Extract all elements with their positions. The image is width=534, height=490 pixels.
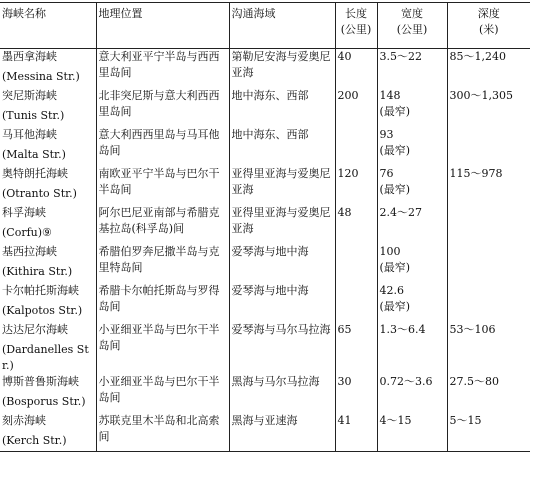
header-depth: 深度 (米) <box>447 3 530 49</box>
strait-name-en: (Messina Str.) <box>2 70 80 83</box>
strait-name-cn: 墨西拿海峡 <box>2 50 57 63</box>
location-cell: 南欧亚平宁半岛与巴尔干半岛间 <box>96 166 229 205</box>
connects-cell: 地中海东、西部 <box>229 88 335 127</box>
strait-name-en: (Kalpotos Str.) <box>2 303 83 317</box>
length-cell: 65 <box>335 322 377 374</box>
table-row <box>0 413 530 452</box>
table-body <box>0 49 530 452</box>
strait-name-cn: 博斯普鲁斯海峡 <box>2 374 79 388</box>
length-cell: 41 <box>335 413 377 452</box>
strait-name-cell <box>0 127 96 166</box>
length-cell <box>335 283 377 322</box>
width-cell: 3.5～22 <box>377 49 447 88</box>
width-cell: 42.6 (最窄) <box>377 283 447 322</box>
length-cell: 40 <box>335 49 377 88</box>
depth-cell: 115～978 <box>447 166 530 205</box>
depth-cell: 27.5～80 <box>447 374 530 413</box>
width-cell: 76 (最窄) <box>377 166 447 205</box>
depth-cell <box>447 127 530 166</box>
length-cell: 48 <box>335 205 377 244</box>
connects-cell: 亚得里亚海与爱奥尼亚海 <box>229 205 335 244</box>
straits-table <box>0 2 530 452</box>
strait-name-cell <box>0 283 96 322</box>
connects-cell: 第勒尼安海与爱奥尼亚海 <box>229 49 335 88</box>
width-cell: 100 (最窄) <box>377 244 447 283</box>
table-row <box>0 244 530 283</box>
depth-cell <box>447 244 530 283</box>
header-connects: 沟通海域 <box>229 3 335 49</box>
depth-cell <box>447 283 530 322</box>
depth-cell: 300～1,305 <box>447 88 530 127</box>
location-cell: 意大利亚平宁半岛与西西里岛间 <box>96 49 229 88</box>
table-row <box>0 374 530 413</box>
connects-cell: 黑海与马尔马拉海 <box>229 374 335 413</box>
table-row <box>0 283 530 322</box>
location-cell: 小亚细亚半岛与巴尔干半岛间 <box>96 374 229 413</box>
table-row <box>0 49 530 88</box>
strait-name-cell <box>0 49 96 88</box>
length-cell: 120 <box>335 166 377 205</box>
depth-cell <box>447 205 530 244</box>
table-header <box>0 3 530 49</box>
strait-name-en: (Bosporus Str.) <box>2 394 86 408</box>
width-cell: 1.3～6.4 <box>377 322 447 374</box>
connects-cell: 黑海与亚速海 <box>229 413 335 452</box>
connects-cell: 爱琴海与地中海 <box>229 244 335 283</box>
connects-cell: 爱琴海与马尔马拉海 <box>229 322 335 374</box>
strait-name-cell <box>0 88 96 127</box>
strait-name-cn: 基西拉海峡 <box>2 244 57 258</box>
width-cell: 2.4～27 <box>377 205 447 244</box>
table-row <box>0 88 530 127</box>
strait-name-en: (Kithira Str.) <box>2 264 73 278</box>
strait-name-cell <box>0 166 96 205</box>
location-cell: 苏联克里木半岛和北高索间 <box>96 413 229 452</box>
width-cell: 148 (最窄) <box>377 88 447 127</box>
strait-name-en: (Malta Str.) <box>2 147 66 161</box>
strait-name-cn: 突尼斯海峡 <box>2 88 57 102</box>
strait-name-cell <box>0 413 96 452</box>
strait-name-cn: 卡尔帕托斯海峡 <box>2 283 79 297</box>
connects-cell: 地中海东、西部 <box>229 127 335 166</box>
location-cell: 北非突尼斯与意大利西西里岛间 <box>96 88 229 127</box>
strait-name-cn: 刻赤海峡 <box>2 413 46 427</box>
table-row <box>0 322 530 374</box>
strait-name-en: (Otranto Str.) <box>2 186 77 200</box>
connects-cell: 爱琴海与地中海 <box>229 283 335 322</box>
strait-name-en: (Kerch Str.) <box>2 433 67 447</box>
length-cell: 200 <box>335 88 377 127</box>
location-cell: 阿尔巴尼亚南部与希腊克基拉岛(科孚岛)间 <box>96 205 229 244</box>
width-cell: 4～15 <box>377 413 447 452</box>
width-cell: 0.72～3.6 <box>377 374 447 413</box>
strait-name-cell <box>0 205 96 244</box>
strait-name-cn: 达达尼尔海峡 <box>2 322 68 336</box>
length-cell <box>335 244 377 283</box>
strait-name-cell <box>0 244 96 283</box>
location-cell: 意大利西西里岛与马耳他岛间 <box>96 127 229 166</box>
connects-cell: 亚得里亚海与爱奥尼亚海 <box>229 166 335 205</box>
strait-name-en: (Dardanelles Str.) <box>2 342 89 372</box>
width-cell: 93 (最窄) <box>377 127 447 166</box>
location-cell: 希腊伯罗奔尼撒半岛与克里特岛间 <box>96 244 229 283</box>
strait-name-en: (Tunis Str.) <box>2 108 65 122</box>
table-row <box>0 127 530 166</box>
length-cell: 30 <box>335 374 377 413</box>
header-width: 宽度 (公里) <box>377 3 447 49</box>
header-name: 海峡名称 <box>0 3 96 49</box>
strait-name-cn: 马耳他海峡 <box>2 127 57 141</box>
strait-name-en: (Corfu)⑨ <box>2 225 52 239</box>
location-cell: 小亚细亚半岛与巴尔干半岛间 <box>96 322 229 374</box>
header-location: 地理位置 <box>96 3 229 49</box>
strait-name-cell <box>0 322 96 374</box>
location-cell: 希腊卡尔帕托斯岛与罗得岛间 <box>96 283 229 322</box>
header-length: 长度 (公里) <box>335 3 377 49</box>
table-row <box>0 205 530 244</box>
table-row <box>0 166 530 205</box>
depth-cell: 5～15 <box>447 413 530 452</box>
depth-cell: 85～1,240 <box>447 49 530 88</box>
depth-cell: 53～106 <box>447 322 530 374</box>
strait-name-cell <box>0 374 96 413</box>
length-cell <box>335 127 377 166</box>
strait-name-cn: 奥特朗托海峡 <box>2 166 68 180</box>
strait-name-cn: 科孚海峡 <box>2 205 46 219</box>
